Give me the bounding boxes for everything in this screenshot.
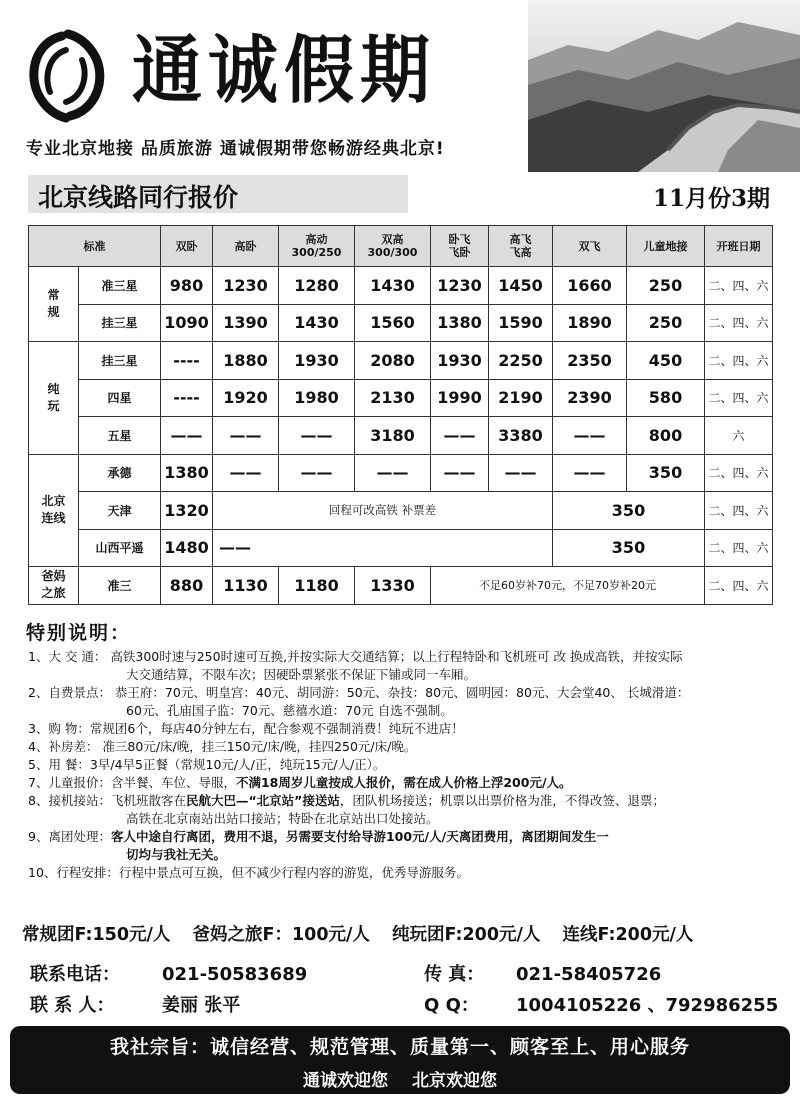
- price-cell: 1980: [279, 379, 355, 417]
- price-cell: ——: [355, 454, 431, 492]
- fax-number: 021-58405726: [516, 964, 662, 985]
- note-cell: 不足60岁补70元，不足70岁补20元: [431, 567, 705, 605]
- price-cell: ——: [279, 454, 355, 492]
- price-cell: ----: [161, 379, 213, 417]
- price-cell: 1930: [431, 342, 489, 380]
- price-cell: 1380: [431, 304, 489, 342]
- price-cell: 1090: [161, 304, 213, 342]
- qq-number: 1004105226 、792986255: [516, 995, 779, 1016]
- price-cell: ——: [431, 417, 489, 455]
- price-cell: 1280: [279, 267, 355, 305]
- price-cell: 3180: [355, 417, 431, 455]
- fax-label: 传 真：: [424, 964, 485, 985]
- price-cell: 1660: [553, 267, 627, 305]
- table-row: [29, 492, 773, 530]
- price-cell: 1920: [213, 379, 279, 417]
- dash-cell: [213, 529, 553, 567]
- row-label: 四星: [79, 379, 161, 417]
- note-item: 1、大 交 通： 高铁300时速与250时速可互换,并按实际大交通结算；以上行程特卧和飞机班可 改 换成高铁，并按实际: [28, 649, 683, 664]
- great-wall-photo: [528, 0, 800, 172]
- price-cell: 1230: [213, 267, 279, 305]
- price-cell: ——: [489, 454, 553, 492]
- person-label: 联 系 人：: [30, 995, 115, 1016]
- child-price-cell: 350: [553, 492, 705, 530]
- col-header: 标准: [29, 226, 161, 267]
- table-row: [29, 304, 773, 342]
- fee-parents: 爸妈之旅F：100元/人: [192, 925, 370, 945]
- period-label: 11月份3期: [652, 185, 770, 212]
- table-row: [29, 417, 773, 455]
- fee-normal: 常规团F:150元/人: [22, 925, 171, 945]
- page-title: 北京线路同行报价: [38, 183, 239, 212]
- slogan: 专业北京地接 品质旅游 通诚假期带您畅游经典北京!: [26, 139, 445, 159]
- group-label: 常 规: [29, 267, 79, 342]
- col-header: 高飞 飞高: [489, 226, 553, 267]
- child-price-cell: 350: [553, 529, 705, 567]
- note-text: 9、离团处理：: [28, 829, 111, 844]
- contact-person: 姜丽 张平: [162, 995, 241, 1016]
- price-cell: 3380: [489, 417, 553, 455]
- note-item-cont: 60元、孔庙国子监：70元、慈禧水道：70元 自选不强制。: [126, 703, 453, 718]
- note-item: 10、行程安排：行程中景点可互换，但不减少行程内容的游览，优秀导游服务。: [28, 865, 469, 880]
- price-cell: 880: [161, 567, 213, 605]
- note-bold: 民航大巴—“北京站”接送站: [185, 793, 340, 808]
- contact-row-2: [30, 991, 778, 1017]
- price-cell: 1930: [279, 342, 355, 380]
- col-header: 双飞: [553, 226, 627, 267]
- price-cell: 2350: [553, 342, 627, 380]
- child-price-cell: 580: [627, 379, 705, 417]
- header: [0, 0, 800, 175]
- row-label: 准三星: [79, 267, 161, 305]
- contact-row-1: [30, 960, 661, 986]
- price-table: [28, 225, 773, 605]
- price-cell: 2390: [553, 379, 627, 417]
- table-row: [29, 267, 773, 305]
- note-item: [28, 828, 788, 846]
- price-cell: 1560: [355, 304, 431, 342]
- note-bold: 客人中途自行离团，费用不退，另需要支付给导游100元/人/天离团费用，离团期间发生一: [110, 829, 609, 844]
- dash-text: ——: [219, 538, 251, 558]
- table-header-row: [29, 226, 773, 267]
- row-label: 承德: [79, 454, 161, 492]
- note-text: 7、儿童报价：含半餐、车位、导服，: [28, 775, 236, 790]
- price-cell: 1890: [553, 304, 627, 342]
- child-price-cell: 350: [627, 454, 705, 492]
- note-item: 2、自费景点： 恭王府：70元、明皇宫：40元、胡同游：50元、杂技：80元、圆明园：80元、大会堂40、 长城滑道：: [28, 685, 690, 700]
- price-cell: 1330: [355, 567, 431, 605]
- col-header: 儿童地接: [627, 226, 705, 267]
- price-cell: ——: [279, 417, 355, 455]
- schedule-cell: 二、四、六: [705, 454, 773, 492]
- price-cell: ——: [553, 417, 627, 455]
- row-label: 挂三星: [79, 342, 161, 380]
- price-cell: 1430: [355, 267, 431, 305]
- brand-logo-icon: [22, 28, 110, 124]
- price-cell: 1590: [489, 304, 553, 342]
- group-label: 爸妈 之旅: [29, 567, 79, 605]
- price-cell: 980: [161, 267, 213, 305]
- note-item: 5、用 餐：3早/4早5正餐（常规10元/人/正，纯玩15元/人/正）。: [28, 757, 386, 772]
- row-label: 天津: [79, 492, 161, 530]
- price-cell: 1480: [161, 529, 213, 567]
- note-item: [28, 792, 788, 810]
- schedule-cell: 二、四、六: [705, 267, 773, 305]
- price-cell: ——: [553, 454, 627, 492]
- notes-list: [28, 648, 788, 882]
- price-cell: 2080: [355, 342, 431, 380]
- footer-banner: [10, 1026, 790, 1094]
- group-label: 北京 连线: [29, 454, 79, 567]
- row-label: 山西平遥: [79, 529, 161, 567]
- note-bold: 切均与我社无关。: [126, 847, 227, 862]
- brand-name: 通诚假期: [132, 27, 436, 114]
- price-cell: ——: [213, 417, 279, 455]
- schedule-cell: 二、四、六: [705, 529, 773, 567]
- note-bold: 不满18周岁儿童按成人报价，需在成人价格上浮200元/人。: [235, 775, 572, 790]
- note-item-cont: 高铁在北京南站出站口接站；特卧在北京站出口处接站。: [126, 811, 439, 826]
- price-cell: 2130: [355, 379, 431, 417]
- welcome-line: 通诚欢迎您 北京欢迎您: [303, 1071, 497, 1091]
- fee-linked: 连线F:200元/人: [562, 925, 694, 945]
- price-cell: ——: [213, 454, 279, 492]
- note-item: 4、补房差： 准三80元/床/晚，挂三150元/床/晚，挂四250元/床/晚。: [28, 739, 417, 754]
- schedule-cell: 六: [705, 417, 773, 455]
- col-header: 高动 300/250: [279, 226, 355, 267]
- price-cell: 1180: [279, 567, 355, 605]
- table-row: [29, 379, 773, 417]
- price-cell: 1880: [213, 342, 279, 380]
- price-cell: 2250: [489, 342, 553, 380]
- note-item: [28, 774, 788, 792]
- row-label: 挂三星: [79, 304, 161, 342]
- price-cell: 1430: [279, 304, 355, 342]
- col-header: 双高 300/300: [355, 226, 431, 267]
- note-item: 3、购 物：常规团6个，每店40分钟左右，配合参观不强制消费！纯玩不进店！: [28, 721, 464, 736]
- child-price-cell: 250: [627, 304, 705, 342]
- child-price-cell: 450: [627, 342, 705, 380]
- schedule-cell: 二、四、六: [705, 492, 773, 530]
- schedule-cell: 二、四、六: [705, 304, 773, 342]
- table-row: [29, 529, 773, 567]
- note-cell: 回程可改高铁 补票差: [213, 492, 553, 530]
- note-item-cont: 大交通结算，不限车次；因硬卧票紧张不保证下铺或同一车厢。: [126, 667, 477, 682]
- schedule-cell: 二、四、六: [705, 342, 773, 380]
- fee-pure: 纯玩团F:200元/人: [391, 925, 541, 945]
- note-item-cont: [28, 846, 788, 864]
- price-cell: 2190: [489, 379, 553, 417]
- col-header: 双卧: [161, 226, 213, 267]
- col-header: 开班日期: [705, 226, 773, 267]
- price-cell: 1380: [161, 454, 213, 492]
- row-label: 准三: [79, 567, 161, 605]
- price-cell: 1450: [489, 267, 553, 305]
- price-cell: 1390: [213, 304, 279, 342]
- group-label: 纯 玩: [29, 342, 79, 455]
- phone-label: 联系电话：: [30, 964, 120, 985]
- col-header: 高卧: [213, 226, 279, 267]
- price-cell: ——: [431, 454, 489, 492]
- child-price-cell: 800: [627, 417, 705, 455]
- fee-line: [22, 921, 709, 946]
- price-cell: ----: [161, 342, 213, 380]
- note-text: ，团队机场接送；机票以出票价格为准，不得改签、退票；: [339, 793, 665, 808]
- price-cell: 1990: [431, 379, 489, 417]
- col-header: 卧飞 飞卧: [431, 226, 489, 267]
- price-cell: ——: [161, 417, 213, 455]
- company-motto: 我社宗旨：诚信经营、规范管理、质量第一、顾客至上、用心服务: [109, 1036, 690, 1058]
- price-cell: 1130: [213, 567, 279, 605]
- price-cell: 1320: [161, 492, 213, 530]
- schedule-cell: 二、四、六: [705, 567, 773, 605]
- table-row: [29, 342, 773, 380]
- row-label: 五星: [79, 417, 161, 455]
- note-text: 8、接机接站：飞机班散客在: [28, 793, 186, 808]
- child-price-cell: 250: [627, 267, 705, 305]
- schedule-cell: 二、四、六: [705, 379, 773, 417]
- table-row: [29, 454, 773, 492]
- qq-label: Q Q：: [424, 995, 479, 1016]
- price-cell: 1230: [431, 267, 489, 305]
- phone-number: 021-50583689: [162, 964, 308, 985]
- table-row: [29, 567, 773, 605]
- notes-title: 特别说明：: [26, 622, 132, 644]
